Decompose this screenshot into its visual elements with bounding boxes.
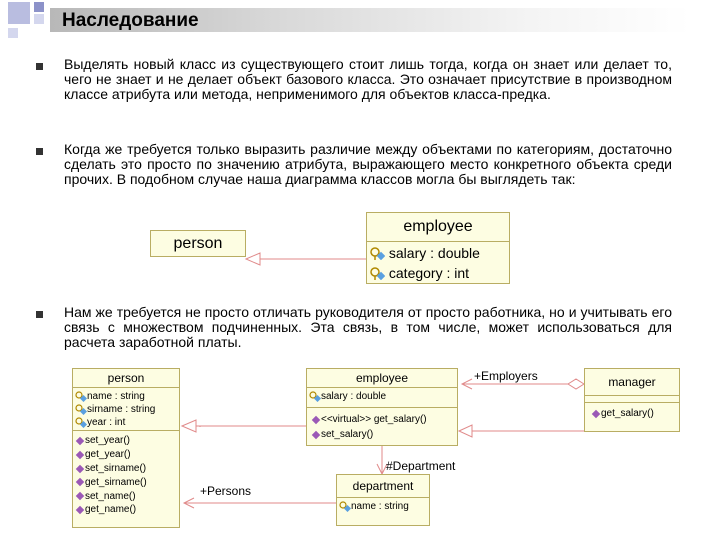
method-row: get_salary() [591,407,685,422]
label-persons: +Persons [200,484,252,498]
bullet-marker [36,148,43,155]
paragraph-2: Когда же требуется только выразить различие между объектами по категориям, достаточно сделать это просто по значению атрибута, выражающего место конкретного объекта среди прочих. В подобном случае наша диаграмма классов могла бы выглядеть так: [64,141,672,188]
attributes-section [367,241,509,285]
decorative-square [34,14,44,24]
attributes-section [337,497,429,513]
attribute-icon [369,246,385,260]
generalization-arrowhead [182,420,196,432]
method-row: get_name() [75,503,181,517]
attribute-icon [369,266,385,280]
generalization-line [200,426,306,427]
uml-class-person [72,368,180,528]
method-row: get_year() [75,448,181,462]
uml-class-person-simple [150,230,246,257]
class-name: manager [608,375,656,389]
uml-class-manager [584,368,680,432]
methods-section [307,407,457,442]
class-name: employee [403,218,473,235]
method-icon [75,450,85,460]
bullet-marker [36,311,43,318]
class-name: employee [355,371,409,385]
uml-class-employee [306,368,458,446]
paragraph-1: Выделять новый класс из существующего стоит лишь тогда, когда он знает или делает то, чего не знает и не делает объект базового класса. Это означает присутствие в производном классе атрибута или метода, неприменимого для объектов класса-предка. [64,56,672,103]
navigation-arrowhead [184,498,194,508]
attributes-section [585,395,679,402]
methods-section [73,430,179,517]
attribute-icon [339,501,351,512]
method-icon [75,505,85,515]
attribute-row: sirname : string [75,403,181,416]
attributes-section [73,387,179,430]
method-icon [311,430,321,440]
method-icon [591,409,601,419]
page-title: Наследование [62,10,199,31]
navigation-arrowhead [462,379,472,389]
method-icon [311,415,321,425]
uml-class-department [336,474,430,526]
attribute-icon [309,391,321,402]
attribute-row: year : int [75,416,181,429]
method-row: set_name() [75,490,181,504]
methods-section [585,402,679,422]
method-row: set_salary() [311,428,461,443]
class-name: person [107,371,145,385]
attribute-icon [75,404,87,415]
method-row: <<virtual>> get_salary() [311,413,461,428]
attribute-row: name : string [339,500,431,513]
class-name: department [352,479,414,493]
label-employers: +Employers [474,369,538,383]
attribute-row: salary : double [369,243,511,263]
generalization-arrowhead [246,253,260,265]
method-icon [75,491,85,501]
attribute-icon [75,417,87,428]
aggregation-diamond [568,379,584,389]
decorative-square [34,2,44,12]
class-name: person [173,235,223,252]
method-row: get_sirname() [75,476,181,490]
label-department: #Department [386,459,456,473]
decorative-square [8,2,30,24]
attribute-row: salary : double [309,390,459,403]
attribute-icon [75,391,87,402]
attribute-row: name : string [75,390,181,403]
method-row: set_sirname() [75,462,181,476]
method-row: set_year() [75,434,181,448]
attributes-section [307,387,457,407]
method-icon [75,436,85,446]
decorative-square [8,28,18,38]
uml-class-employee-simple [366,212,510,284]
method-icon [75,477,85,487]
paragraph-3: Нам же требуется не просто отличать руководителя от просто работника, но и учитывать его связь с множеством подчиненных. Эта связь, в том числе, может использоваться для расчета заработной платы. [64,304,672,351]
method-icon [75,464,85,474]
bullet-marker [36,63,43,70]
attribute-row: category : int [369,263,511,283]
